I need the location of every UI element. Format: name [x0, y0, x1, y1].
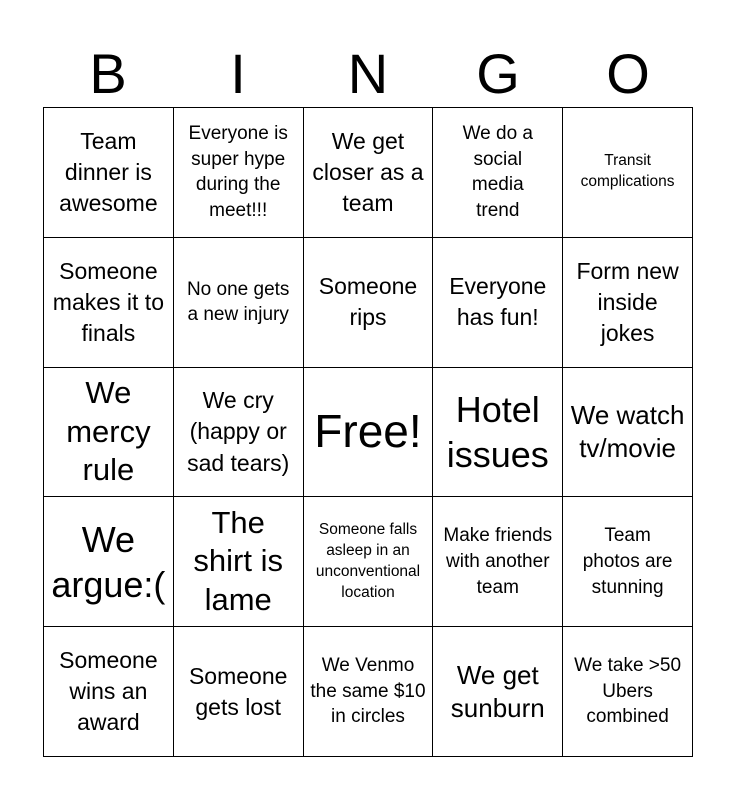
cell-text: Everyone is super hype during the meet!!! [188, 123, 288, 222]
bingo-cell-r2-c2[interactable] [174, 238, 304, 368]
bingo-cell-r1-c2[interactable] [174, 108, 304, 238]
bingo-cell-r3-c4[interactable] [433, 368, 563, 498]
bingo-cell-r4-c2[interactable] [174, 497, 304, 627]
bingo-cell-r4-c3[interactable] [304, 497, 434, 627]
free-space-label: Free! [314, 405, 422, 458]
bingo-cell-r4-c4[interactable] [433, 497, 563, 627]
bingo-cell-r2-c4[interactable] [433, 238, 563, 368]
cell-text: We take >50 Ubers combined [574, 655, 682, 728]
bingo-cell-r2-c1[interactable] [44, 238, 174, 368]
bingo-cell-r3-c2[interactable] [174, 368, 304, 498]
cell-text: We cry (happy or sad tears) [187, 387, 290, 476]
cell-text: Someone makes it to finals [52, 257, 164, 346]
cell-text: Everyone has fun! [449, 273, 547, 331]
bingo-cell-r5-c4[interactable] [433, 627, 563, 757]
bingo-cell-r2-c5[interactable] [563, 238, 693, 368]
bingo-cell-r1-c5[interactable] [563, 108, 693, 238]
bingo-cell-r2-c3[interactable] [304, 238, 434, 368]
free-space-cell[interactable] [304, 368, 434, 498]
bingo-header [43, 40, 693, 108]
bingo-cell-r1-c3[interactable] [304, 108, 434, 238]
bingo-cell-r5-c2[interactable] [174, 627, 304, 757]
bingo-cell-r3-c5[interactable] [563, 368, 693, 498]
cell-text: Someone rips [318, 273, 418, 331]
cell-text: Someone wins an award [59, 647, 158, 736]
cell-text: Someone falls asleep in an unconventional location [315, 520, 421, 601]
cell-text: Form new inside jokes [576, 257, 679, 346]
cell-text: We watch tv/movie [570, 400, 685, 463]
cell-text: Team dinner is awesome [59, 127, 158, 216]
cell-text: We argue:( [51, 518, 166, 605]
header-letter-n: N [347, 42, 389, 105]
header-letter-i: I [230, 42, 246, 105]
cell-text: Someone gets lost [188, 662, 288, 720]
bingo-cell-r1-c4[interactable] [433, 108, 563, 238]
header-letter-o: O [606, 42, 650, 105]
header-letter-g: G [476, 42, 520, 105]
cell-text: No one gets a new injury [186, 278, 290, 326]
cell-text: Transit complications [580, 152, 675, 191]
cell-text: We mercy rule [66, 374, 151, 488]
bingo-cell-r5-c5[interactable] [563, 627, 693, 757]
cell-text: Hotel issues [446, 388, 549, 475]
cell-text: Make friends with another team [443, 525, 553, 598]
bingo-cell-r5-c1[interactable] [44, 627, 174, 757]
bingo-cell-r4-c1[interactable] [44, 497, 174, 627]
cell-text: We do a social media trend [462, 123, 533, 222]
header-letter-b: B [89, 42, 127, 105]
bingo-grid [43, 107, 693, 757]
cell-text: The shirt is lame [193, 504, 283, 618]
bingo-cell-r1-c1[interactable] [44, 108, 174, 238]
bingo-cell-r5-c3[interactable] [304, 627, 434, 757]
cell-text: We get sunburn [450, 660, 545, 723]
bingo-cell-r3-c1[interactable] [44, 368, 174, 498]
cell-text: We Venmo the same $10 in circles [310, 655, 426, 728]
bingo-cell-r4-c5[interactable] [563, 497, 693, 627]
cell-text: We get closer as a team [312, 127, 424, 216]
cell-text: Team photos are stunning [582, 525, 673, 598]
